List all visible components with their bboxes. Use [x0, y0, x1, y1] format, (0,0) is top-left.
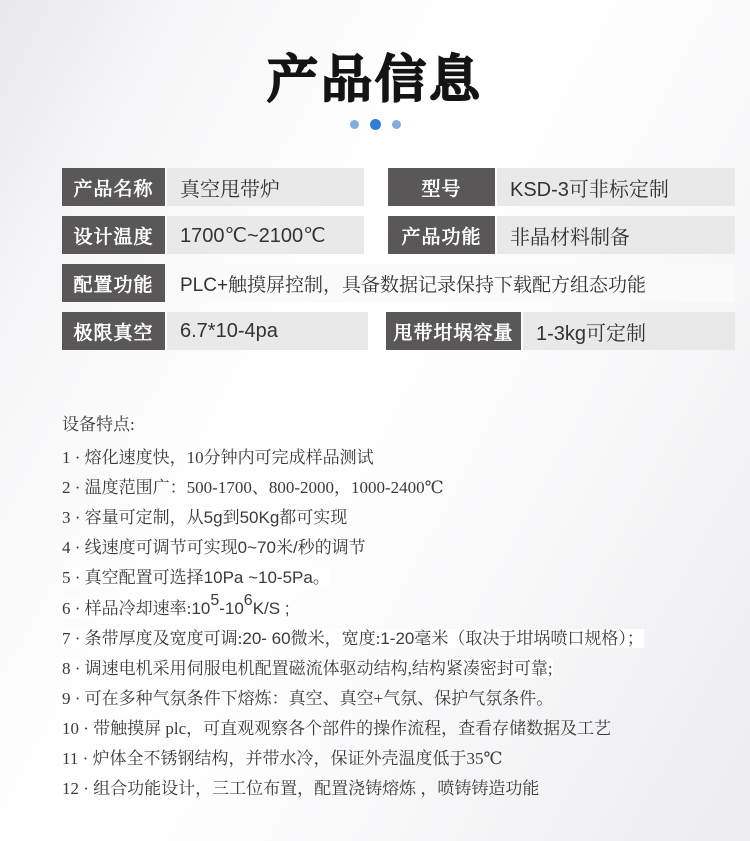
title-divider-dots: [0, 119, 750, 130]
features-heading: 设备特点:: [62, 415, 135, 434]
feature-text-segment: 0~70米/秒: [237, 538, 315, 557]
feature-text-segment: 5: [210, 592, 220, 609]
feature-item: [62, 744, 738, 774]
feature-text-segment: 。: [312, 568, 330, 587]
feature-item: [62, 684, 738, 714]
page-title: 产品信息: [266, 51, 483, 110]
feature-text-segment: 9 · 可在多种气氛条件下熔炼：真空、真空+气氛、保护气氛条件。: [62, 689, 554, 708]
spec-value: 1700℃~2100℃: [167, 216, 364, 254]
feature-text-segment: 12 · 组合功能设计，三工位布置，配置浇铸熔炼 ，喷铸铸造功能: [62, 779, 540, 798]
feature-text-segment: 从5g到50Kg: [186, 508, 280, 527]
feature-text-segment: 8 · 调速电机采用伺服电机配置磁流体驱动结构,结构紧凑密封可靠;: [62, 659, 553, 678]
feature-item: [62, 563, 738, 593]
features-section: [62, 410, 738, 804]
spec-label: 极限真空: [62, 312, 165, 350]
spec-label: 型号: [388, 168, 495, 206]
feature-text-segment: 20- 60: [242, 629, 291, 648]
feature-item: [62, 533, 738, 563]
divider-dot-icon: [370, 119, 381, 130]
spec-table: [62, 168, 735, 360]
feature-item: [62, 654, 738, 684]
spec-label: 配置功能: [62, 264, 165, 302]
feature-item: [62, 624, 738, 654]
feature-item: [62, 774, 738, 804]
spec-label: 产品功能: [388, 216, 495, 254]
spec-row: [62, 264, 735, 302]
feature-text-segment: 的调节: [314, 538, 366, 557]
spec-value: 非晶材料制备: [497, 216, 735, 254]
feature-text-segment: 毫米（取决于坩埚喷口规格）；: [414, 629, 644, 648]
feature-text-segment: 4 · 线速度可调节可实现: [62, 538, 238, 557]
feature-text-segment: 1 · 熔化速度快，10分钟内可完成样品测试: [62, 448, 374, 467]
spec-row: [62, 168, 735, 206]
spec-row: [62, 216, 735, 254]
feature-item: [62, 473, 738, 503]
feature-item: [62, 714, 738, 744]
features-list: [62, 443, 738, 804]
feature-item: [62, 593, 738, 624]
spec-value: 1-3kg可定制: [523, 312, 735, 350]
spec-row: [62, 312, 735, 350]
spec-value: PLC+触摸屏控制，具备数据记录保持下载配方组态功能: [167, 264, 735, 302]
feature-text-segment: 10 · 带触摸屏 plc，可直观观察各个部件的操作流程，查看存储数据及工艺: [62, 719, 612, 738]
feature-text-segment: 7 · 条带厚度及宽度可调:: [62, 629, 243, 648]
divider-dot-icon: [350, 120, 359, 129]
spec-label: 产品名称: [62, 168, 165, 206]
spec-label: 甩带坩埚容量: [386, 312, 521, 350]
feature-text-segment: 1-20: [380, 629, 415, 648]
spec-value: 真空甩带炉: [167, 168, 364, 206]
feature-item: [62, 443, 738, 473]
feature-text-segment: 10: [191, 599, 211, 618]
feature-text-segment: 10Pa ~10-5Pa: [203, 568, 313, 587]
feature-text-segment: 6 · 样品冷却速率:: [62, 599, 192, 618]
feature-text-segment: 微米，宽度:: [290, 629, 381, 648]
spec-label: 设计温度: [62, 216, 165, 254]
feature-text-segment: 2 · 温度范围广：500-1700、800-2000，1000-2400℃: [62, 478, 444, 497]
feature-text-segment: 3 · 容量可定制，: [62, 508, 187, 527]
feature-text-segment: 5 · 真空配置可选择: [62, 568, 204, 587]
feature-item: [62, 503, 738, 533]
divider-dot-icon: [392, 120, 401, 129]
feature-text-segment: K/S ;: [252, 599, 290, 618]
feature-text-segment: 都可实现: [279, 508, 348, 527]
spec-value: 6.7*10-4pa: [167, 312, 368, 350]
feature-text-segment: -10: [219, 599, 244, 618]
spec-value: KSD-3可非标定制: [497, 168, 735, 206]
feature-text-segment: 11 · 炉体全不锈钢结构，并带水冷，保证外壳温度低于35℃: [62, 749, 503, 768]
feature-text-segment: 6: [243, 592, 253, 609]
